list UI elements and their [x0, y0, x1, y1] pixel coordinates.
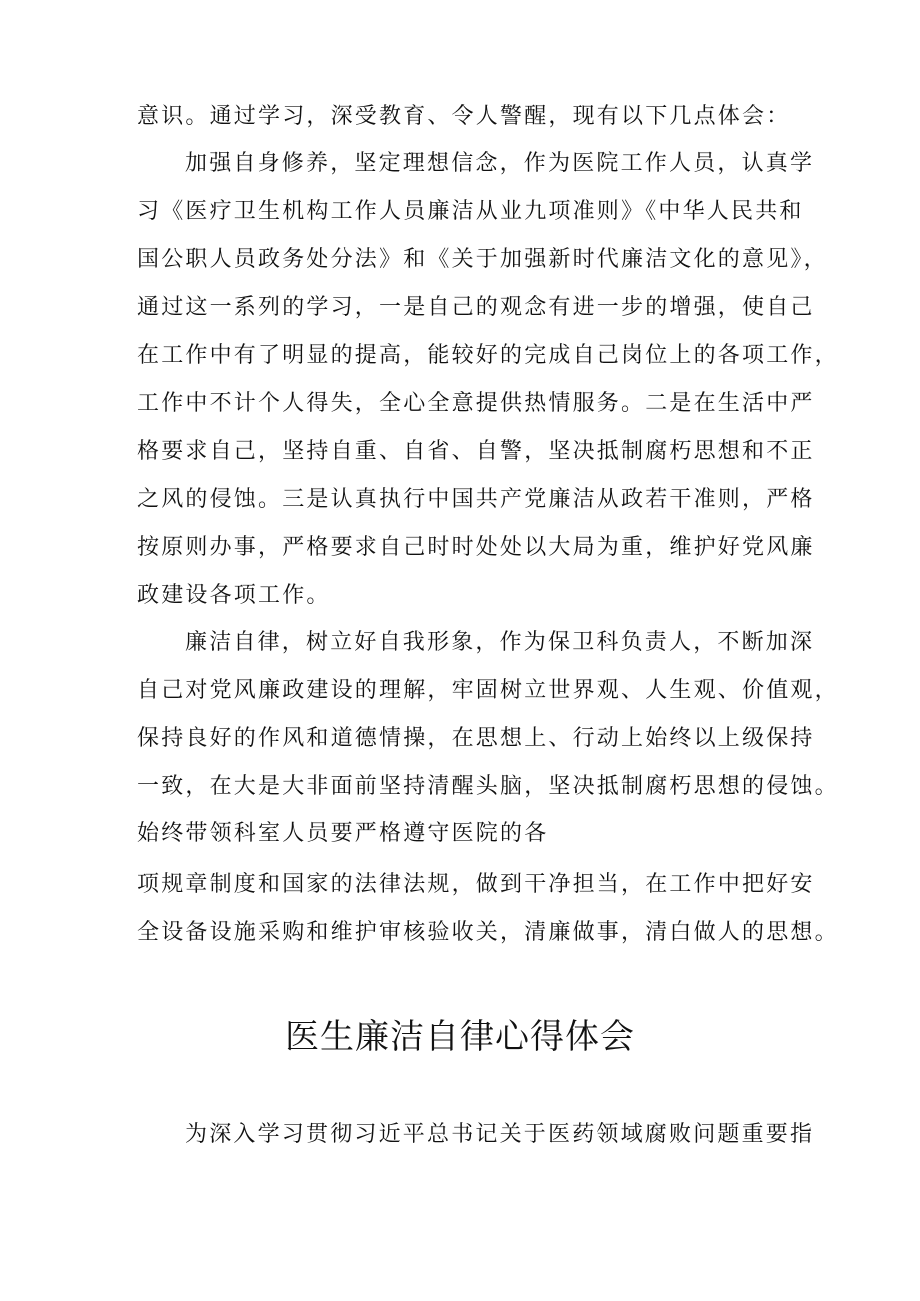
paragraph-line: 按原则办事，严格要求自己时时处处以大局为重，维护好党风廉	[137, 535, 815, 560]
paragraph-line: 为深入学习贯彻习近平总书记关于医药领域腐败问题重要指	[185, 1122, 815, 1147]
paragraph-line: 项规章制度和国家的法律法规，做到干净担当，在工作中把好安	[137, 872, 815, 897]
paragraph-line: 之风的侵蚀。三是认真执行中国共产党廉洁从政若干准则，严格	[137, 487, 815, 512]
paragraph-line: 工作中不计个人得失，全心全意提供热情服务。二是在生活中严	[137, 391, 815, 416]
page-title: 医生廉洁自律心得体会	[285, 1017, 635, 1057]
paragraph-line: 加强自身修养，坚定理想信念，作为医院工作人员，认真学	[185, 151, 815, 176]
paragraph-line: 通过这一系列的学习，一是自己的观念有进一步的增强，使自己	[137, 295, 815, 320]
paragraph-line: 全设备设施采购和维护审核验收关，清廉做事，清白做人的思想。	[137, 920, 839, 945]
paragraph-line: 始终带领科室人员要严格遵守医院的各	[137, 821, 549, 846]
paragraph-line: 意识。通过学习，深受教育、令人警醒，现有以下几点体会：	[137, 104, 791, 129]
paragraph-line: 廉洁自律，树立好自我形象，作为保卫科负责人，不断加深	[185, 630, 815, 655]
paragraph-line: 一致，在大是大非面前坚持清醒头脑，坚决抵制腐朽思想的侵蚀。	[137, 774, 839, 799]
paragraph-line: 国公职人员政务处分法》和《关于加强新时代廉洁文化的意见》，	[137, 247, 828, 272]
paragraph-line: 保持良好的作风和道德情操，在思想上、行动上始终以上级保持	[137, 726, 815, 751]
paragraph-line: 习《医疗卫生机构工作人员廉洁从业九项准则》《中华人民共和	[137, 199, 804, 224]
paragraph-line: 在工作中有了明显的提高，能较好的完成自己岗位上的各项工作，	[137, 343, 839, 368]
paragraph-line: 政建设各项工作。	[137, 583, 331, 608]
paragraph-line: 格要求自己，坚持自重、自省、自警，坚决抵制腐朽思想和不正	[137, 439, 815, 464]
paragraph-line: 自己对党风廉政建设的理解，牢固树立世界观、人生观、价值观，	[137, 678, 839, 703]
